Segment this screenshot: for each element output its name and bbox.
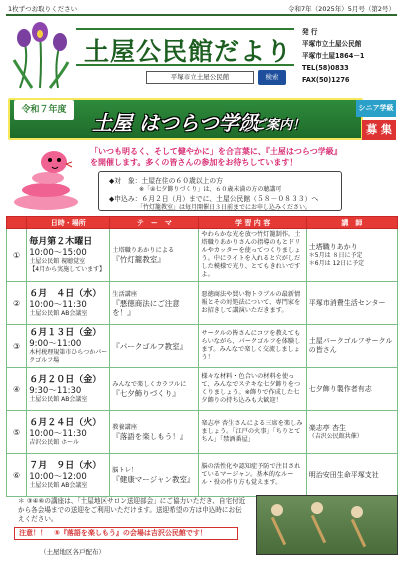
row-place: 土屋公民館 視聴覚室 [29, 257, 86, 265]
row-number: ② [7, 282, 27, 325]
row-theme-sub: 教養講座 [112, 424, 138, 431]
venue-notice: 注意！！ ⑤『落語を楽しもう』の会場は吉沢公民館です！ [14, 527, 238, 540]
table-row [7, 325, 398, 368]
row-time: 10:00～15:00 [29, 247, 87, 258]
publisher-name: 平塚市立土屋公民館 [302, 40, 362, 48]
row-date-cell [27, 411, 110, 454]
row-theme: 『落語を楽しもう！』 [112, 432, 188, 441]
distribution-credit: （土屋地区各戸配布） [40, 548, 105, 556]
footer-note: ＊ ③④⑥の講座は、「土屋地区サロン送迎部会」にご協力いただき、自宅付近から各会場までの送迎をご利用いただけます。送迎希望の方は申込時にお伝えください。 [18, 497, 246, 523]
header-theme: テ ー マ [110, 217, 199, 229]
row-theme: 『パークゴルフ教室』 [112, 341, 188, 351]
banner-note: 「竹灯籠教室」は毎月開催日３日前までにお申し込みください。 [137, 204, 312, 211]
row-theme-cell [110, 454, 199, 497]
row-lecturer-cell [306, 325, 397, 368]
row-time: 9:00～11:00 [29, 338, 82, 349]
row-place: 木村税理規第市ひらつかパークゴルフ場 [29, 348, 108, 364]
row-lecturer-note: （吉沢公民館共催） [308, 432, 363, 440]
row-lecturer: 土塔職りあかり [308, 242, 358, 251]
top-rule [6, 14, 397, 16]
row-lecturer: 平塚市消費生活センター [308, 298, 386, 307]
schedule-table [6, 216, 398, 497]
row-number: ⑤ [7, 411, 27, 454]
eligibility-box [98, 171, 342, 211]
row-time: 10:00～11:30 [29, 299, 87, 310]
row-date: ６月１３日（金） [29, 327, 102, 338]
row-content: やわらかな光を放つ竹灯籠制作。土塔職りあかりさんの指導のもとドリルやカッターを使ってつくりましょう。中にライトを入れると穴がしだした模様で光り、とてもきれいですよ。 [199, 229, 306, 282]
intro-line-2: を開催します。多くの皆さんの参加をお待ちしています！ [90, 158, 298, 167]
iris-flower-icon [10, 20, 72, 90]
target-text: ◆対 象：土屋在住の６０歳以上の方 [109, 177, 223, 185]
row-place: 土屋公民館 AB会議室 [29, 481, 88, 489]
row-theme-cell [110, 282, 199, 325]
row-theme: 『悪徳商法にご注意を！』 [112, 298, 180, 317]
row-lecturer-cell [306, 411, 397, 454]
table-header-row [7, 217, 398, 229]
row-date-cell [27, 368, 110, 411]
row-date-cell [27, 454, 110, 497]
banner-suffix: のご案内！ [240, 118, 306, 133]
row-lecturer: 土屋パークゴルフサークルの皆さん [308, 337, 393, 354]
table-row [7, 411, 398, 454]
row-date-cell [27, 282, 110, 325]
row-date: ７月 ９日（水） [29, 460, 102, 471]
row-lecturer: 七夕飾り製作者有志 [308, 384, 372, 393]
row-lecturer-cell [306, 229, 397, 282]
snake-mascot-icon [6, 142, 86, 212]
recruit-badge: 募 集 [362, 120, 396, 140]
publisher-tel: TEL(58)0833 [302, 64, 349, 72]
row-number: ⑥ [7, 454, 27, 497]
row-lecturer-cell [306, 282, 397, 325]
row-number: ① [7, 229, 27, 282]
row-number: ③ [7, 325, 27, 368]
row-content: 様々な材料・色合いの材料を使って、みんなでステキな七夕飾りをつくりましょう。※飾りで作成した七夕飾りの持ち込みも大歓迎！ [199, 368, 306, 411]
row-content: 楽志亭 杏生さんによる三席を楽しみましょう。「江戸の火事」「ちりとてちん」「禁酒番屋」 [199, 411, 306, 454]
row-date: ６月２４日（火） [29, 417, 102, 428]
row-lecturer-cell [306, 368, 397, 411]
row-theme: 『竹灯籠教室』 [112, 255, 165, 264]
row-lecturer-note: ＊5月は ８日に予定 ＊6月は 12日に予定 [308, 251, 365, 267]
senior-tag: シニア学級 [356, 100, 396, 117]
row-place: 吉沢公民館 ホール [29, 438, 80, 446]
top-note: 1枚ずつお取りください [8, 5, 78, 13]
row-lecturer-cell [306, 454, 397, 497]
row-date: ６月 ４日（水） [29, 288, 102, 299]
row-time: 10:00～12:00 [29, 471, 87, 482]
row-content: サークルの皆さんにコツを教えてもらいながら、パークゴルフを体験します。みんなで楽しく交流しましょう！ [199, 325, 306, 368]
row-theme-sub: みんなで楽しくカラフルに [112, 381, 187, 388]
row-theme-cell [110, 411, 199, 454]
row-theme-sub: 生活講座 [112, 290, 138, 298]
header-lecturer: 講 師 [306, 217, 397, 229]
row-content: 脳の活性化や認知症予防で注目されているマージャン。基本的なルール・役の作り方も覚えます。 [199, 454, 306, 497]
row-date-cell [27, 325, 110, 368]
row-time: 9:30～11:30 [29, 385, 82, 396]
row-theme-cell [110, 229, 199, 282]
row-place-note: 【4月から実施しています】 [29, 265, 106, 273]
publisher-label: 発 行 [302, 28, 318, 36]
row-content: 悪徳商法や買い物トラブルの最新情報とその対処法について、専門家をお招きして講演いただきます。 [199, 282, 306, 325]
park-golf-photo [256, 495, 398, 555]
row-date: ６月２０日（金） [29, 374, 102, 385]
row-time: 10:00～11:30 [29, 428, 87, 439]
row-place: 土屋公民館 AB会議室 [29, 395, 88, 403]
row-theme-sub: 土塔職りあかりによる [112, 247, 175, 254]
row-theme-sub: 脳トレ！ [112, 467, 138, 474]
table-row [7, 282, 398, 325]
row-number: ④ [7, 368, 27, 411]
row-theme: 『健康マージャン教室』 [112, 475, 195, 484]
row-place: 土屋公民館 AB会議室 [29, 309, 88, 317]
intro-line-1: 「いつも明るく、そして健やかに」を合言葉に、『土屋はつらつ学級』 [90, 147, 342, 156]
header-content: 学 習 内 容 [199, 217, 306, 229]
issue-number: 令和7年（2025年）5月号（第2号） [288, 5, 395, 13]
row-date: 毎月第２木曜日 [29, 236, 93, 247]
year-tag: 令和７年度 [14, 100, 74, 120]
publisher-address: 平塚市土屋1864－1 [302, 52, 365, 60]
row-lecturer: 楽志亭 杏生 [308, 423, 347, 432]
row-date-cell [27, 229, 110, 282]
publisher-fax: FAX(50)1276 [302, 76, 350, 84]
target-note: ※「④七夕飾りづくり」は、６０歳未満の方の聴講可 [139, 186, 282, 193]
banner-title: 土屋 はつらつ学級 [92, 111, 259, 135]
page-title: 土屋公民館だより [84, 37, 293, 66]
search-button[interactable]: 検索 [258, 70, 286, 85]
row-theme: 『七夕飾りづくり』 [112, 389, 180, 398]
header-no [7, 217, 27, 229]
row-theme-cell [110, 325, 199, 368]
table-row [7, 454, 398, 497]
search-keyword: 平塚市立土屋公民館 [146, 71, 254, 84]
header-date: 日時・場所 [27, 217, 110, 229]
publisher-info [302, 26, 365, 86]
row-lecturer: 明治安田生命平塚支社 [308, 470, 379, 479]
table-row [7, 229, 398, 282]
row-theme-cell [110, 368, 199, 411]
table-row [7, 368, 398, 411]
apply-text: ◆申込み：６月２日（月）までに、土屋公民館（５８－０８３３）へ [109, 195, 319, 203]
